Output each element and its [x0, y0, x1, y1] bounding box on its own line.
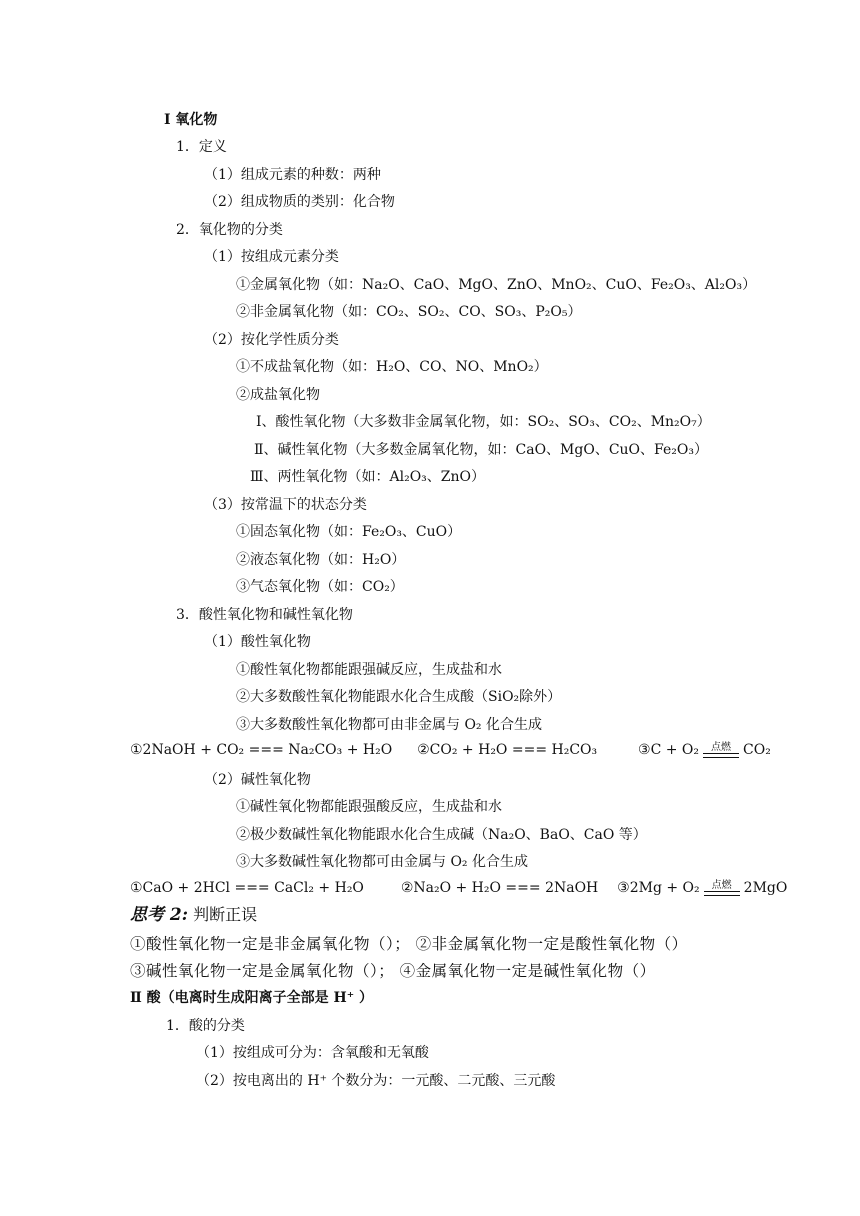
equation-c-o2-right: CO₂ [743, 742, 771, 758]
text-line-l08: ②非金属氧化物（如：CO₂、SO₂、CO、SO₃、P₂O₅） [236, 304, 582, 320]
text-line-l33: ③碱性氧化物一定是金属氧化物（）； ④金属氧化物一定是碱性氧化物（） [130, 962, 656, 980]
text-line-l03: （1）组成元素的种数：两种 [204, 167, 381, 183]
text-line-l32: ①酸性氧化物一定是非金属氧化物（）； ②非金属氧化物一定是酸性氧化物（） [130, 935, 688, 953]
text-line-l10: ①不成盐氧化物（如：H₂O、CO、NO、MnO₂） [236, 359, 548, 375]
text-line-l04: （2）组成物质的类别：化合物 [204, 194, 395, 210]
reaction-condition-arrow [704, 880, 740, 896]
equation-co2-h2o: ②CO₂ + H₂O === H₂CO₃ [417, 742, 598, 758]
text-line-l05: 2．氧化物的分类 [176, 222, 283, 238]
text-line-l23: ③大多数酸性氧化物都可由非金属与 O₂ 化合生成 [236, 717, 542, 733]
text-line-l36: （1）按组成可分为：含氧酸和无氧酸 [196, 1045, 429, 1061]
think-heading [130, 905, 257, 925]
think-subtitle: 判断正误 [193, 905, 258, 924]
text-line-l12: Ⅰ、酸性氧化物（大多数非金属氧化物，如：SO₂、SO₃、CO₂、Mn₂O₇） [256, 414, 711, 430]
text-line-l27: ②极少数碱性氧化物能跟水化合生成碱（Na₂O、BaO、CaO 等） [236, 827, 647, 843]
text-line-l21: ①酸性氧化物都能跟强碱反应，生成盐和水 [236, 662, 502, 678]
reaction-condition-label: 点燃 [711, 880, 732, 891]
text-line-l16: ①固态氧化物（如：Fe₂O₃、CuO） [236, 524, 462, 540]
text-line-l25: （2）碱性氧化物 [204, 772, 311, 788]
text-line-l13: Ⅱ、碱性氧化物（大多数金属氧化物，如：CaO、MgO、CuO、Fe₂O₃） [254, 442, 708, 458]
text-line-l18: ③气态氧化物（如：CO₂） [236, 579, 404, 595]
text-line-l02: 1．定义 [176, 139, 227, 155]
equation-c-o2-left: ③C + O₂ [638, 742, 700, 758]
text-line-l09: （2）按化学性质分类 [204, 332, 339, 348]
text-line-l06: （1）按组成元素分类 [204, 249, 339, 265]
equation-naoh-co2: ①2NaOH + CO₂ === Na₂CO₃ + H₂O [130, 742, 393, 758]
reaction-condition-label: 点燃 [711, 742, 732, 753]
text-line-l26: ①碱性氧化物都能跟强酸反应，生成盐和水 [236, 799, 502, 815]
text-line-l35: 1．酸的分类 [166, 1018, 245, 1034]
think-title: 思考 2: [130, 905, 189, 925]
equation-cao-hcl: ①CaO + 2HCl === CaCl₂ + H₂O [130, 880, 364, 896]
text-line-l22: ②大多数酸性氧化物能跟水化合生成酸（SiO₂除外） [236, 689, 562, 705]
equation-row-basic-oxides [130, 878, 787, 898]
text-line-l15: （3）按常温下的状态分类 [204, 497, 367, 513]
text-line-l11: ②成盐氧化物 [236, 387, 320, 403]
equation-mg-o2-right: 2MgO [743, 880, 788, 896]
text-line-l37: （2）按电离出的 H⁺ 个数分为：一元酸、二元酸、三元酸 [196, 1073, 556, 1089]
text-line-l01: Ⅰ 氧化物 [164, 112, 218, 128]
equation-mg-o2-left: ③2Mg + O₂ [617, 880, 700, 896]
reaction-condition-arrow [703, 742, 739, 758]
text-line-l28: ③大多数碱性氧化物都可由金属与 O₂ 化合生成 [236, 854, 528, 870]
equation-na2o-h2o: ②Na₂O + H₂O === 2NaOH [400, 880, 599, 896]
text-line-l19: 3．酸性氧化物和碱性氧化物 [176, 607, 353, 623]
text-line-l20: （1）酸性氧化物 [204, 634, 311, 650]
text-line-l14: Ⅲ、两性氧化物（如：Al₂O₃、ZnO） [250, 469, 486, 485]
equation-row-acidic-oxides [130, 740, 771, 760]
text-line-l17: ②液态氧化物（如：H₂O） [236, 552, 406, 568]
text-line-l34: Ⅱ 酸（电离时生成阳离子全部是 H⁺ ） [130, 990, 374, 1006]
text-line-l07: ①金属氧化物（如：Na₂O、CaO、MgO、ZnO、MnO₂、CuO、Fe₂O₃、Al₂O₃） [236, 277, 757, 293]
